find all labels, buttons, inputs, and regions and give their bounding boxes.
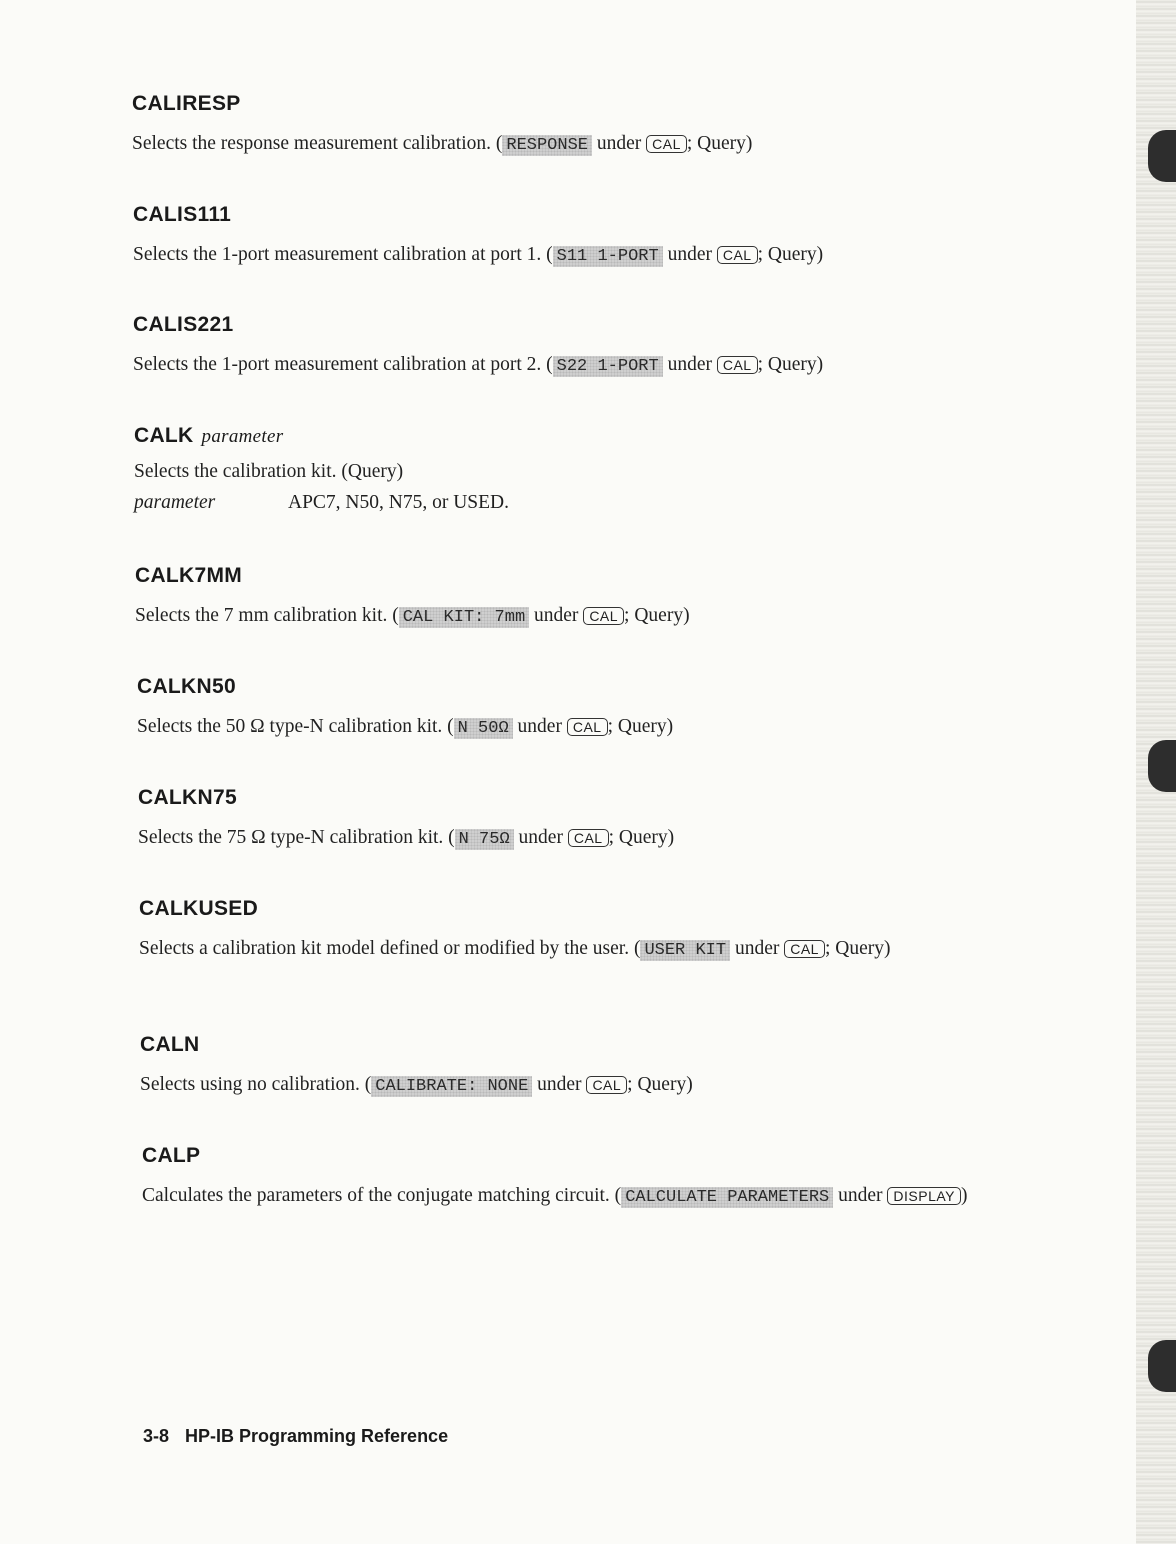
- softkey-label: RESPONSE: [502, 135, 592, 156]
- entry-caln: [140, 1033, 1100, 1103]
- entry-calis111: [133, 203, 1093, 273]
- entry-calkn50: [137, 675, 1097, 745]
- entry-calis221: [133, 313, 1093, 383]
- hardkey-label: CAL: [583, 607, 624, 625]
- page-footer: [143, 1426, 448, 1447]
- command-description: Selects the calibration kit. (Query): [134, 461, 404, 482]
- softkey-label: S22 1-PORT: [553, 356, 663, 377]
- footer-title: HP-IB Programming Reference: [185, 1426, 449, 1446]
- command-heading: CALIS111: [133, 203, 232, 226]
- softkey-label: USER KIT: [640, 940, 730, 961]
- tab-mark-middle: [1148, 740, 1176, 792]
- command-heading: CALKN75: [138, 786, 237, 809]
- entry-calkn75: [138, 786, 1098, 856]
- entry-calkused: [139, 897, 989, 967]
- parameter-row: [134, 492, 1094, 514]
- entry-calk: [134, 424, 1094, 514]
- command-description: Selects the 75 Ω type-N calibration kit. ( N 75Ω under CAL ; Query): [138, 827, 675, 849]
- hardkey-label: CAL: [567, 718, 608, 736]
- command-heading: CALK parameter: [134, 424, 284, 447]
- softkey-label: N 75Ω: [455, 829, 514, 850]
- command-parameter: parameter: [201, 426, 284, 447]
- softkey-label: CALIBRATE: NONE: [371, 1076, 532, 1097]
- softkey-label: S11 1-PORT: [553, 246, 663, 267]
- hardkey-label: CAL: [717, 356, 758, 374]
- tab-mark-bottom: [1148, 1340, 1176, 1392]
- softkey-label: CALCULATE PARAMETERS: [621, 1187, 833, 1208]
- hardkey-label: CAL: [586, 1076, 627, 1094]
- hardkey-label: CAL: [568, 829, 609, 847]
- hardkey-label: DISPLAY: [887, 1187, 961, 1205]
- command-description: Calculates the parameters of the conjugate matching circuit. ( CALCULATE PARAMETERS under DISPLAY ): [142, 1185, 968, 1207]
- hardkey-label: CAL: [646, 135, 687, 153]
- command-heading: CALN: [140, 1033, 200, 1056]
- hardkey-label: CAL: [717, 246, 758, 264]
- command-description: Selects the 1-port measurement calibration at port 2. ( S22 1-PORT under CAL ; Query): [133, 354, 824, 376]
- entry-calp: [142, 1144, 1042, 1214]
- command-description: Selects using no calibration. ( CALIBRATE: NONE under CAL ; Query): [140, 1074, 693, 1096]
- softkey-label: N 50Ω: [454, 718, 513, 739]
- command-heading: CALK7MM: [135, 564, 243, 587]
- command-description: Selects the 7 mm calibration kit. ( CAL KIT: 7mm under CAL ; Query): [135, 605, 690, 627]
- command-heading: CALP: [142, 1144, 201, 1167]
- command-heading: CALIS221: [133, 313, 234, 336]
- softkey-label: CAL KIT: 7mm: [399, 607, 529, 628]
- parameter-label: parameter: [134, 492, 216, 513]
- hardkey-label: CAL: [784, 940, 825, 958]
- tab-mark-top: [1148, 130, 1176, 182]
- page-number: 3-8: [143, 1426, 170, 1446]
- command-heading: CALKUSED: [139, 897, 259, 920]
- command-description: Selects the response measurement calibration. ( RESPONSE under CAL ; Query): [132, 133, 753, 155]
- command-description: Selects a calibration kit model defined or modified by the user. ( USER KIT under CAL ; Query): [139, 938, 891, 960]
- command-heading: CALIRESP: [132, 92, 241, 115]
- command-description: Selects the 1-port measurement calibration at port 1. ( S11 1-PORT under CAL ; Query): [133, 244, 824, 266]
- entry-caliresp: [132, 92, 1092, 162]
- command-description: Selects the 50 Ω type-N calibration kit. ( N 50Ω under CAL ; Query): [137, 716, 674, 738]
- command-heading: CALKN50: [137, 675, 236, 698]
- entry-calk7mm: [135, 564, 1095, 634]
- parameter-values: APC7, N50, N75, or USED.: [288, 492, 510, 513]
